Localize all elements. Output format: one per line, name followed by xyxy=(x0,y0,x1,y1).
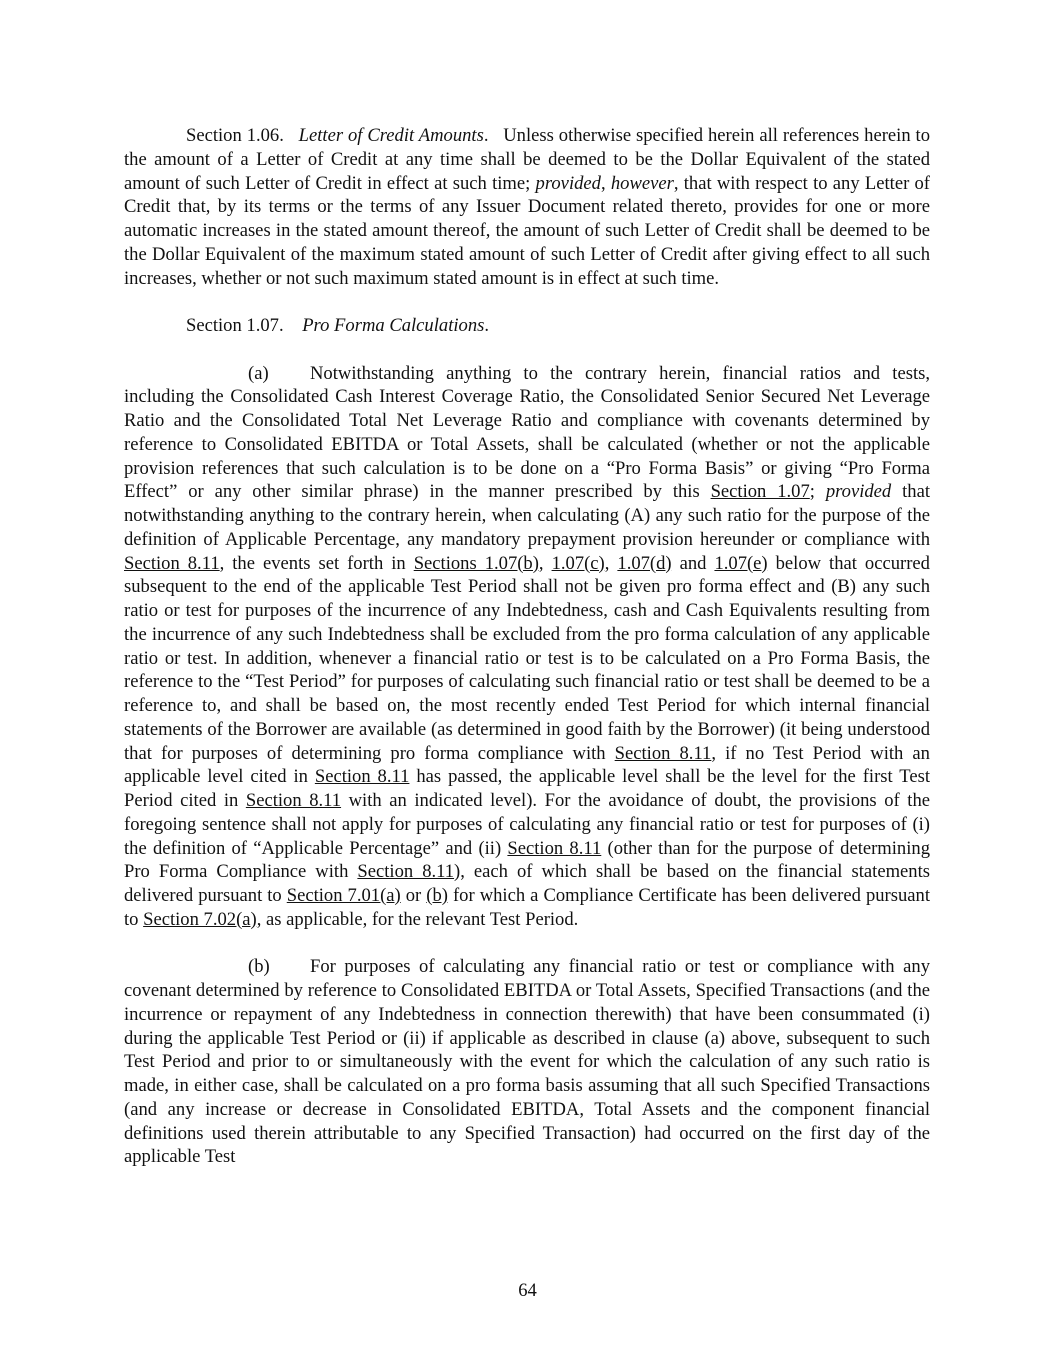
paragraph-b-label: (b) xyxy=(248,956,270,978)
page-number: 64 xyxy=(518,1280,537,1301)
section-1-06-title: Letter of Credit Amounts xyxy=(298,125,484,146)
paragraph-a-label: (a) xyxy=(248,362,269,384)
section-1-07-title: Pro Forma Calculations xyxy=(302,315,485,336)
cross-reference: Section 8.11 xyxy=(507,837,602,859)
cross-reference: Section 8.11 xyxy=(245,790,342,811)
section-1-06-paragraph: Section 1.06. Letter of Credit Amounts. Unless otherwise specified herein all references herein to the amount of a Letter of Credit at any time shall be deemed to be the Dollar Equivalent of the stated amount of such Letter of Credit in effect at such time; provided, however, that with respect to any Letter of Credit that, by its terms or the terms of any Issuer Document related thereto, provides for one or more automatic increases in the stated amount thereof, the amount of such Letter of Credit shall be deemed to be the Dollar Equivalent of the maximum stated amount of such Letter of Credit after giving effect to all such increases, whether or not such maximum stated amount is in effect at such time. xyxy=(124,125,931,289)
document-page xyxy=(124,124,930,1169)
cross-reference: 1.07(c) xyxy=(551,552,605,574)
cross-reference: Section 1.07 xyxy=(710,481,810,503)
section-1-07-heading: Section 1.07. Pro Forma Calculations. xyxy=(186,315,490,336)
cross-reference: Section 8.11 xyxy=(614,742,712,764)
cross-reference: Section 8.11 xyxy=(314,766,410,788)
paragraph-a: (a) Notwithstanding anything to the contrary herein, financial ratios and tests, including the Consolidated Cash Interest Coverage Ratio, the Consolidated Senior Secured Net Leverage Ratio and the Consolidated Total Net Leverage Ratio and compliance with covenants determined by reference to Consolidated EBITDA or Total Assets, shall be calculated (whether or not the applicable provision references that such calculation is to be done on a “Pro Forma Basis” or giving “Pro Forma Effect” or any other similar phrase) in the manner prescribed by this Section 1.07; provided that notwithstanding anything to the contrary herein, when calculating (A) any such ratio for the purpose of the definition of Applicable Percentage, any mandatory prepayment provision hereunder or compliance with Section 8.11, the events set forth in Sections 1.07(b), 1.07(c), 1.07(d) and 1.07(e) below that occurred subsequent to the end of the applicable Test Period shall not be given pro forma effect and (B) any such ratio or test for purposes of the incurrence of any Indebtedness, cash and Cash Equivalents resulting from the incurrence of any such Indebtedness shall be excluded from the pro forma calculation of any applicable ratio or test. In addition, whenever a financial ratio or test is to be calculated on a Pro Forma Basis, the reference to the “Test Period” for purposes of calculating such financial ratio or test shall be deemed to be a reference to, and shall be based on, the most recently ended Test Period for which internal financial statements of the Borrower are available (as determined in good faith by the Borrower) (it being understood that for purposes of determining pro forma compliance with Section 8.11, if no Test Period with an applicable level cited in Section 8.11 has passed, the applicable level shall be the level for the first Test Period cited in Section 8.11 with an indicated level). For the avoidance of doubt, the provisions of the foregoing sentence shall not apply for purposes of calculating any financial ratio or test for purposes of (i) the definition of “Applicable Percentage” and (ii) Section 8.11 (other than for the purpose of determining Pro Forma Compliance with Section 8.11), each of which shall be based on the financial statements delivered pursuant to Section 7.01(a) or (b) for which a Compliance Certificate has been delivered pursuant to Section 7.02(a), as applicable, for the relevant Test Period. xyxy=(124,362,930,930)
section-1-07-number: Section 1.07. xyxy=(186,315,284,336)
cross-reference: Section 8.11 xyxy=(357,861,455,883)
section-1-06-number: Section 1.06. xyxy=(186,125,284,146)
cross-reference: 1.07(d) xyxy=(617,552,672,574)
cross-reference: Section 8.11 xyxy=(124,552,220,574)
cross-reference: Section 7.02(a) xyxy=(143,908,257,930)
paragraph-b: (b) For purposes of calculating any financial ratio or test or compliance with any covenant determined by reference to Consolidated EBITDA or Total Assets, Specified Transactions (and the incurrence or repayment of any Indebtedness in connection therewith) that have been consummated (i) during the applicable Test Period or (ii) if applicable as described in clause (a) above, subsequent to such Test Period and prior to or simultaneously with the event for which the calculation of any such ratio is made, in either case, shall be calculated on a pro forma basis assuming that all such Specified Transactions (and any increase or decrease in Consolidated EBITDA, Total Assets and the component financial definitions used therein attributable to any Specified Transaction) had occurred on the first day of the applicable Test xyxy=(124,956,930,1168)
cross-reference: Section 7.01(a) xyxy=(286,885,401,906)
cross-reference: (b) xyxy=(426,885,448,906)
cross-reference: Sections 1.07(b) xyxy=(413,552,539,574)
cross-reference: 1.07(e) xyxy=(714,552,768,574)
